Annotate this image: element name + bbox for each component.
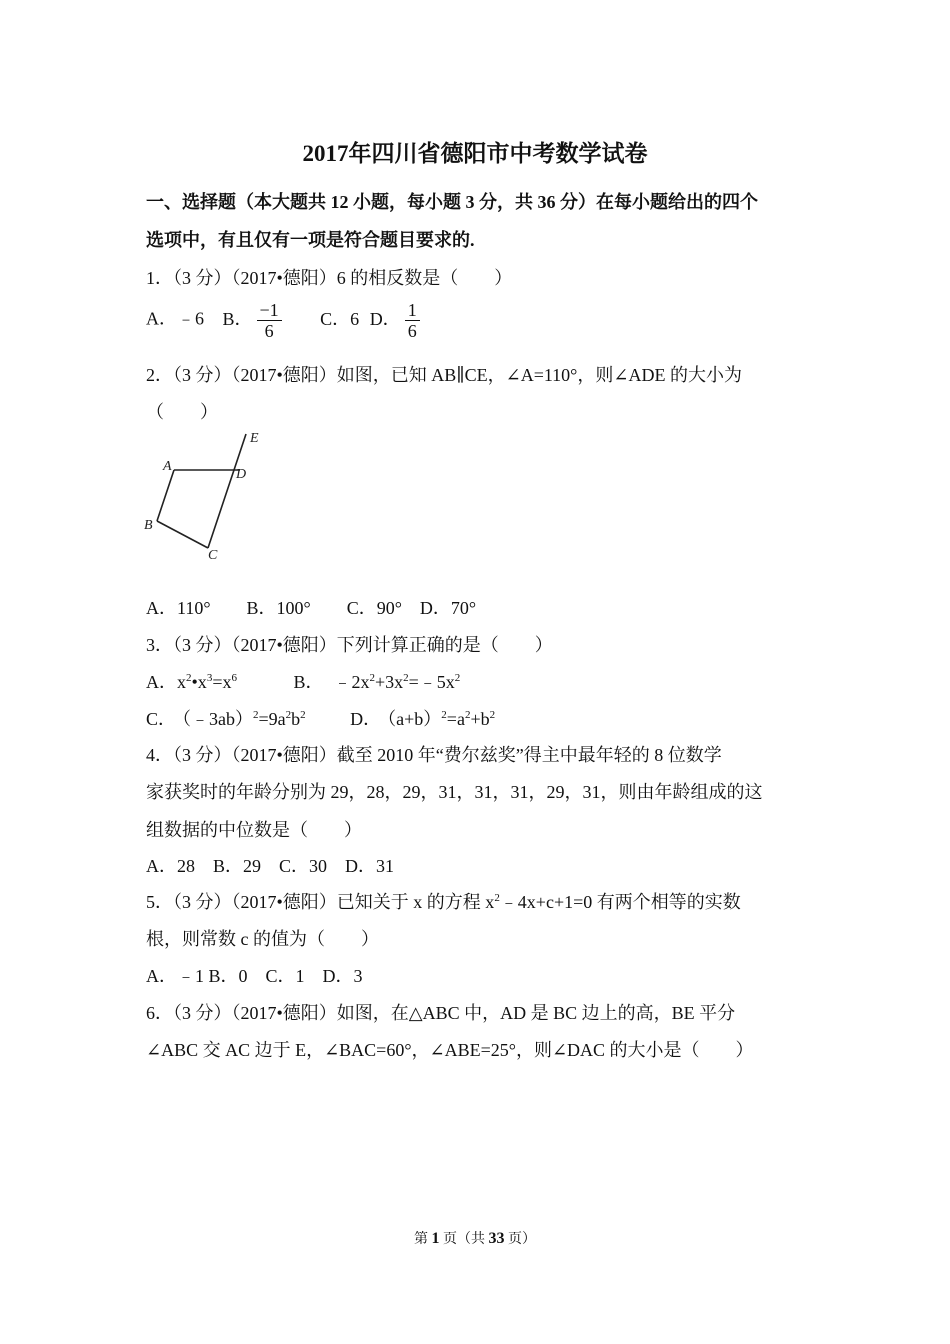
q1-option-a: A．﹣6 xyxy=(146,308,204,329)
q5-line1: 5．（3 分）（2017•德阳）已知关于 x 的方程 $x^2﹣4x+c+1=0$ 有两个相等的实数 xyxy=(146,892,741,912)
label-e: E xyxy=(250,431,259,446)
q4-line2: 家获奖时的年龄分别为 29，28，29，31，31，31，29，31，则由年龄组成的这 xyxy=(146,782,763,802)
q1-options xyxy=(146,300,424,341)
q6-line1: 6．（3 分）（2017•德阳）如图，在△ABC 中，AD 是 BC 边上的高，BE 平分 xyxy=(146,1003,736,1023)
page-total: 33 xyxy=(488,1230,505,1247)
page-footer: 第 1 页（共 33 页） xyxy=(414,1230,536,1247)
q1-option-b-denominator: 6 xyxy=(264,321,274,341)
segment-ce xyxy=(208,434,246,548)
section-heading-line2: 选项中，有且仅有一项是符合题目要求的. xyxy=(146,230,475,250)
page-title: 2017年四川省德阳市中考数学试卷 xyxy=(302,141,648,166)
q3-stem: 3．（3 分）（2017•德阳）下列计算正确的是（ ） xyxy=(146,635,553,655)
q3-option-d: D． $(a+b)^2=a^2+b^2$ xyxy=(350,709,496,729)
q1-option-d-fraction xyxy=(405,300,420,341)
section-heading-line1: 一、选择题（本大题共 12 小题，每小题 3 分，共 36 分）在每小题给出的四个 xyxy=(146,192,758,212)
q5-options: A．﹣1 B．0 C．1 D．3 xyxy=(146,966,363,986)
q2-stem: 2．（3 分）（2017•德阳）如图，已知 AB∥CE，∠A=110°，则∠ADE 的大小为 xyxy=(146,365,742,385)
q3-option-c: C． $(﹣3ab)^2=9a^2b^2$ xyxy=(146,709,306,729)
label-b: B xyxy=(144,518,153,533)
q1-option-d-numerator: 1 xyxy=(405,300,420,321)
q1-option-b-label: B． xyxy=(222,308,253,329)
q2-figure xyxy=(140,428,270,563)
label-d: D xyxy=(236,467,247,482)
q3-option-a: A．$x^2•x^3=x^6$ xyxy=(146,672,237,692)
segment-bc xyxy=(157,521,208,548)
q6-line2: ∠ABC 交 AC 边于 E，∠BAC=60°，∠ABE=25°，则∠DAC 的大小是（ ） xyxy=(146,1040,754,1060)
q3-options-cd xyxy=(146,705,495,731)
q2-stem-cont: （ ） xyxy=(146,402,218,422)
q1-stem: 1．（3 分）（2017•德阳）6 的相反数是（ ） xyxy=(146,268,513,288)
q5-line2: 根，则常数 c 的值为（ ） xyxy=(146,929,379,949)
q1-option-d-denominator: 6 xyxy=(407,321,417,341)
q1-option-b-fraction xyxy=(257,300,282,341)
q1-option-c: C．6 xyxy=(320,308,360,329)
label-c: C xyxy=(208,548,218,563)
q3-option-b: B． $﹣2x^2+3x^2=﹣5x^2$ xyxy=(293,672,461,692)
q1-option-b-numerator: −1 xyxy=(257,300,282,321)
q4-line1: 4．（3 分）（2017•德阳）截至 2010 年“费尔兹奖”得主中最年轻的 8 位数学 xyxy=(146,745,722,765)
q4-options: A．28 B．29 C．30 D．31 xyxy=(146,856,395,876)
page-number: 1 xyxy=(431,1230,440,1247)
q4-line3: 组数据的中位数是（ ） xyxy=(146,820,362,840)
label-a: A xyxy=(163,459,172,474)
q2-options: A．110° B．100° C．90° D．70° xyxy=(146,598,477,618)
q3-options-ab xyxy=(146,668,460,694)
q1-option-d-label: D． xyxy=(369,308,401,329)
segment-ab xyxy=(157,470,174,521)
